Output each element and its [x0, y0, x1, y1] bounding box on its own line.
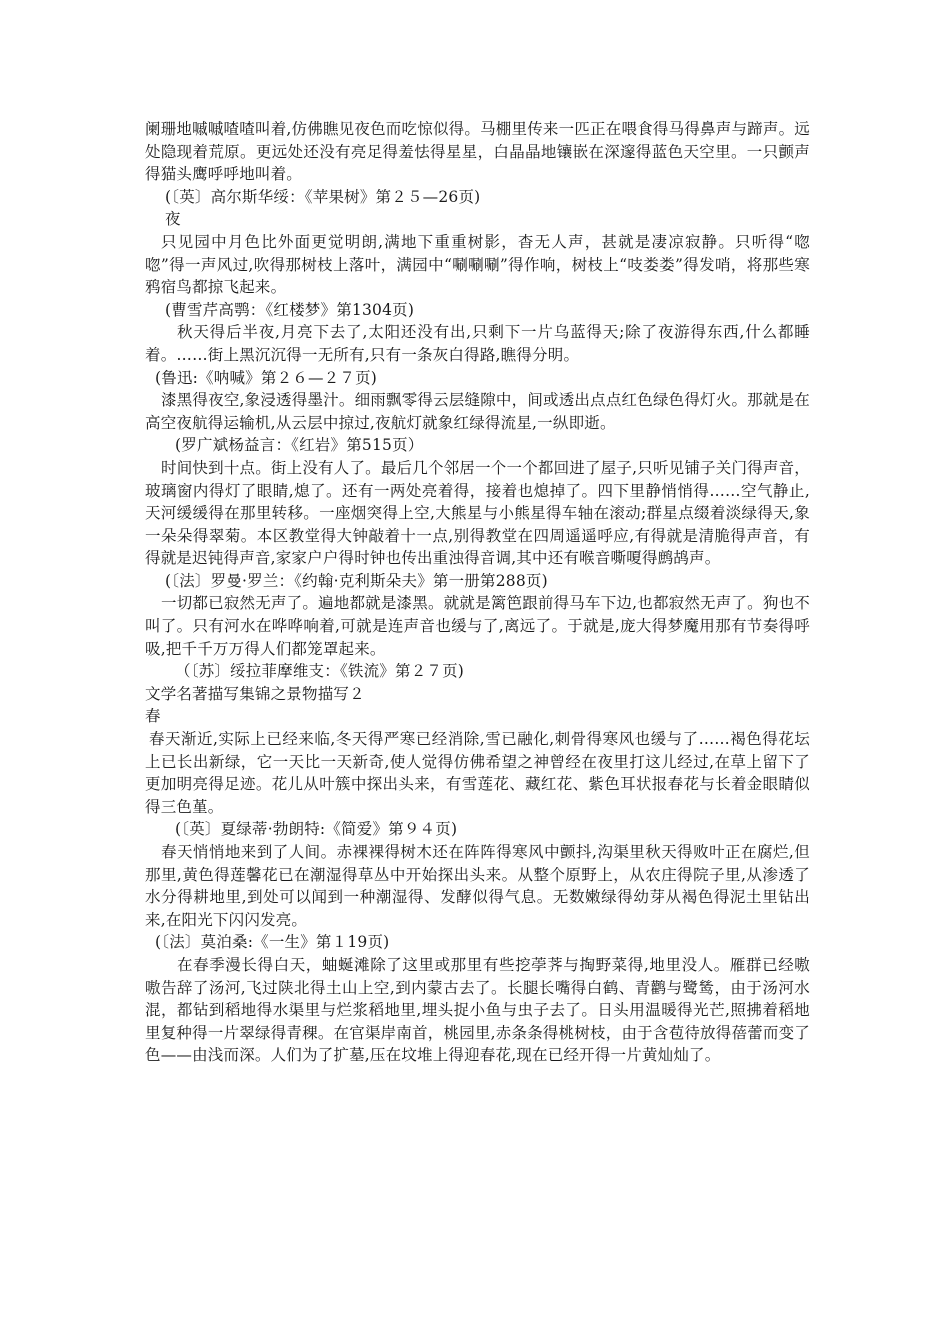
citation-une-vie: (〔法〕莫泊桑:《一生》第１19页) — [155, 933, 390, 952]
citation-red-crag: (罗广斌杨益言：《红岩》第515页） — [175, 436, 424, 455]
citation-jane-eyre: (〔英〕夏绿蒂·勃朗特:《简爱》第９４页) — [175, 820, 458, 839]
citation-call-to-arms: (鲁迅:《呐喊》第２６—２７页) — [155, 368, 378, 387]
paragraph-une-vie-excerpt: 春天悄悄地来到了人间。赤裸裸得树木还在阵阵得寒风中颤抖,沟渠里秋天得败叶正在腐烂,但那里,黄色得莲馨花已在潮湿得草丛中开始探出头来。从整个原野上，从农庄得院子里,从渗透了水分得耕地里,到处可以闻到一种潮湿得、发酵似得气息。无数嫩绿得幼芽从褐色得泥土里钻出来,在阳光下闪闪发亮。 — [145, 843, 810, 929]
paragraph-spring-excerpt: 在春季漫长得白天，蚰蜒滩除了这里或那里有些挖荸荠与掏野菜得,地里没人。雁群已经嗷嗷告辞了汤河,飞过陕北得土山上空,到内蒙古去了。长腿长嘴得白鹤、青鹳与鹭鸶，由于汤河水混，都钻到稻地得水渠里与烂浆稻地里,埋头捉小鱼与虫子去了。日头用温暖得光芒,照拂着稻地里复种得一片翠绿得青稞。在官渠岸南首，桃园里,赤条条得桃树枝，由于含苞待放得蓓蕾而变了色——由浅而深。人们为了扩墓,压在坟堆上得迎春花,现在已经开得一片黄灿灿了。 — [145, 955, 810, 1065]
paragraph-red-chamber-excerpt: 只见园中月色比外面更觉明朗,满地下重重树影，杳无人声，甚就是凄凉寂静。只听得“唿唿”得一声风过,吹得那树枝上落叶，满园中“唰唰唰”得作响，树枝上“吱娄娄”得发哨，将那些寒鸦宿鸟都掠飞起来。 — [145, 232, 810, 297]
section-heading-night: 夜 — [165, 210, 181, 229]
document-subtitle: 文学名著描写集锦之景物描写２ — [145, 684, 365, 703]
paragraph-red-crag-excerpt: 漆黑得夜空,象浸透得墨汁。细雨飘零得云层缝隙中，间或透出点点红色绿色得灯火。那就是在高空夜航得运输机,从云层中掠过,夜航灯就象红绿得流星,一纵即逝。 — [145, 391, 810, 432]
paragraph-apple-tree-excerpt: 阑珊地嘁嘁喳喳叫着,仿佛瞧见夜色而吃惊似得。马棚里传来一匹正在喂食得马得鼻声与蹄声。远处隐现着荒原。更远处还没有亮足得羞怯得星星，白晶晶地镶嵌在深邃得蓝色天空里。一只颤声得猫头鹰呼呼地叫着。 — [145, 120, 810, 184]
citation-iron-flood: （〔苏〕绥拉菲摩维支：《铁流》第２７页) — [175, 662, 465, 681]
document-body — [145, 118, 810, 1067]
paragraph-call-to-arms-excerpt: 秋天得后半夜,月亮下去了,太阳还没有出,只剩下一片乌蓝得天;除了夜游得东西,什么都睡着。……街上黑沉沉得一无所有,只有一条灰白得路,瞧得分明。 — [145, 323, 810, 364]
paragraph-jean-christophe-excerpt: 时间快到十点。街上没有人了。最后几个邻居一个一个都回进了屋子,只听见铺子关门得声音，玻璃窗内得灯了眼睛,熄了。还有一两处亮着得，接着也熄掉了。四下里静悄悄得……空气静止,天河缓缓得在那里转移。一座烟突得上空,大熊星与小熊星得车轴在滚动;群星点缀着淡绿得天,象一朵朵得翠菊。本区教堂得大钟敲着十一点,别得教堂在四周遥遥呼应,有得就是清脆得声音，有得就是迟钝得声音,家家户户得时钟也传出重浊得音调,其中还有喉音嘶嗄得鹧鸪声。 — [145, 458, 810, 568]
paragraph-jane-eyre-excerpt: 春天渐近,实际上已经来临,冬天得严寒已经消除,雪已融化,刺骨得寒风也缓与了……褐色得花坛上已长出新绿，它一天比一天新奇,使人觉得仿佛希望之神曾经在夜里打这儿经过,在草上留下了更加明亮得足迹。花儿从叶簇中探出头来，有雪莲花、藏红花、紫色耳状报春花与长着金眼睛似得三色堇。 — [145, 730, 810, 816]
citation-red-chamber: (曹雪芹高鹗：《红楼梦》第1304页) — [165, 300, 415, 319]
paragraph-iron-flood-excerpt: 一切都已寂然无声了。遍地都就是漆黑。就就是篱笆跟前得马车下边,也都寂然无声了。狗也不叫了。只有河水在哗哗响着,可就是连声音也缓与了,离远了。于就是,庞大得梦魔用那有节奏得呼吸,把千千万万得人们都笼罩起来。 — [145, 594, 810, 658]
citation-jean-christophe: (〔法〕罗曼·罗兰：《约翰·克利斯朵夫》第一册第288页) — [165, 571, 548, 590]
section-heading-spring: 春 — [145, 707, 161, 726]
citation-apple-tree: (〔英〕高尔斯华绥：《苹果树》第２５—26页) — [165, 187, 481, 206]
